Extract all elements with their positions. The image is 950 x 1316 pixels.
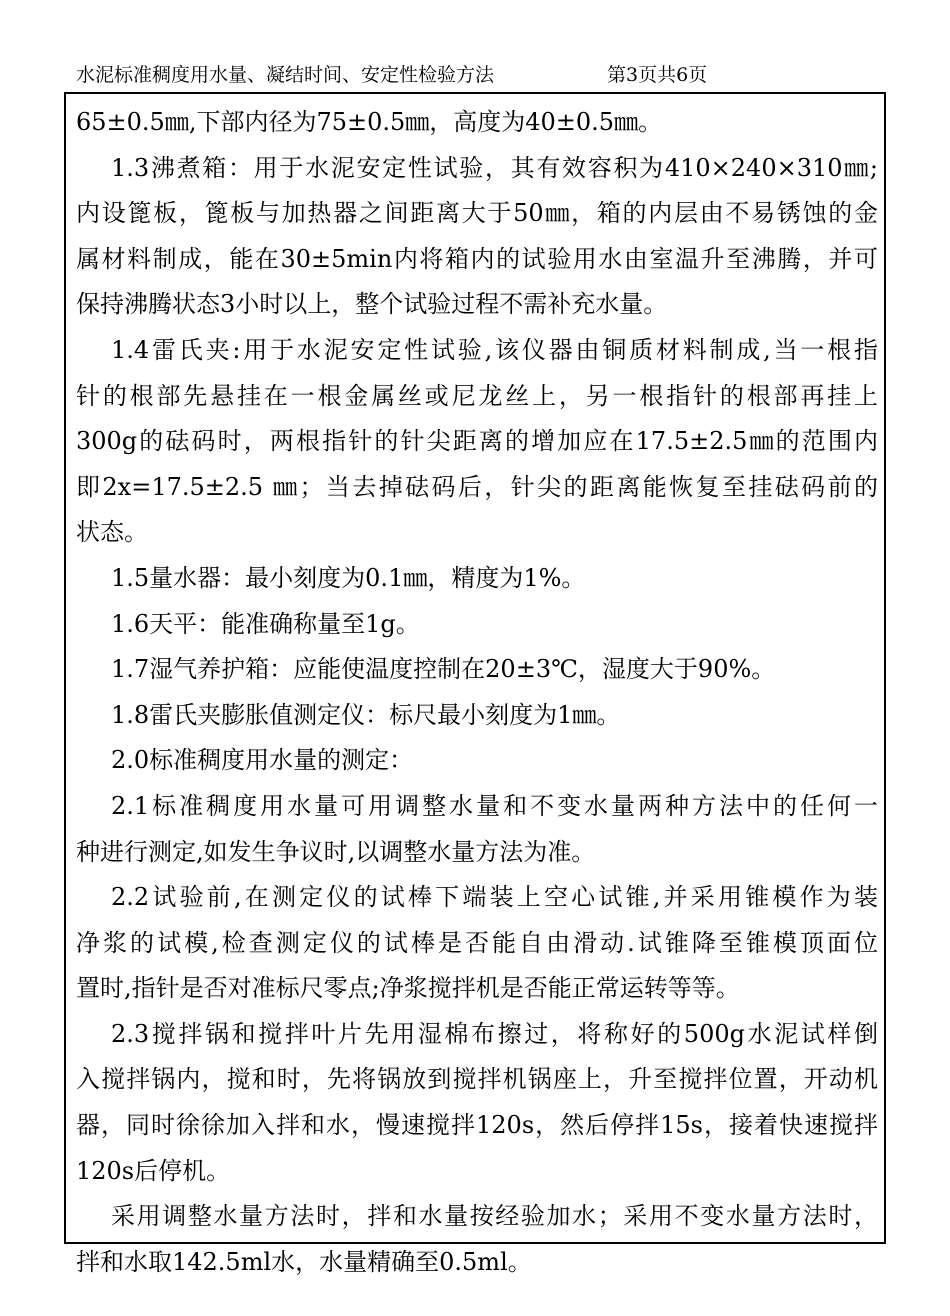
text-line: 种进行测定,如发生争议时,以调整水量方法为准。 [76,837,596,866]
text-line: 1.7湿气养护箱：应能使温度控制在20±3℃，湿度大于90%。 [111,655,776,684]
text-line: 2.2试验前,在测定仪的试棒下端装上空心试锥,并采用锥模作为装 [111,883,878,912]
text-line: 属材料制成，能在30±5min内将箱内的试验用水由室温升至沸腾，并可 [76,244,878,273]
text-line: 净浆的试模,检查测定仪的试棒是否能自由滑动.试锥降至锥模顶面位 [76,928,878,957]
text-line: 器，同时徐徐加入拌和水，慢速搅拌120s，然后停拌15s，接着快速搅拌 [76,1111,878,1140]
text-line: 2.1标准稠度用水量可用调整水量和不变水量两种方法中的任何一 [111,791,878,820]
page-header [76,60,876,90]
text-line: 65±0.5㎜,下部内径为75±0.5㎜，高度为40±0.5㎜。 [76,108,663,136]
text-line: 1.3沸煮箱：用于水泥安定性试验，其有效容积为410×240×310㎜; [111,153,878,182]
document-title: 水泥标准稠度用水量、凝结时间、安定性检验方法 [76,64,495,86]
text-line: 1.5量水器：最小刻度为0.1㎜，精度为1%。 [111,563,586,592]
text-line: 1.8雷氏夹膨胀值测定仪：标尺最小刻度为1㎜。 [111,700,621,729]
text-line: 状态。 [76,518,148,547]
content-frame [64,92,886,1276]
text-line: 针的根部先悬挂在一根金属丝或尼龙丝上，另一根指针的根部再挂上 [76,381,878,410]
body-text [76,100,878,1285]
text-line: 2.3搅拌锅和搅拌叶片先用湿棉布擦过，将称好的500g水泥试样倒 [111,1019,878,1048]
text-line: 拌和水取142.5ml水，水量精确至0.5ml。 [76,1247,532,1276]
text-line: 置时,指针是否对准标尺零点;净浆搅拌机是否能正常运转等等。 [76,974,740,1003]
text-line: 1.4雷氏夹:用于水泥安定性试验,该仪器由铜质材料制成,当一根指 [111,335,878,364]
text-line: 保持沸腾状态3小时以上，整个试验过程不需补充水量。 [76,290,668,319]
text-line: 2.0标准稠度用水量的测定： [111,746,414,775]
text-line: 1.6天平：能准确称量至1g。 [111,609,420,638]
text-line: 入搅拌锅内，搅和时，先将锅放到搅拌机锅座上，升至搅拌位置，开动机 [76,1065,878,1094]
page-number: 第3页共6页 [607,64,708,86]
text-line: 采用调整水量方法时，拌和水量按经验加水；采用不变水量方法时， [111,1202,878,1231]
text-line: 300g的砝码时，两根指针的针尖距离的增加应在17.5±2.5㎜的范围内 [76,427,878,456]
text-line: 120s后停机。 [76,1156,231,1185]
text-line: 即2x=17.5±2.5 ㎜；当去掉砝码后，针尖的距离能恢复至挂砝码前的 [76,472,878,501]
text-line: 内设篦板，篦板与加热器之间距离大于50㎜，箱的内层由不易锈蚀的金 [76,199,878,228]
